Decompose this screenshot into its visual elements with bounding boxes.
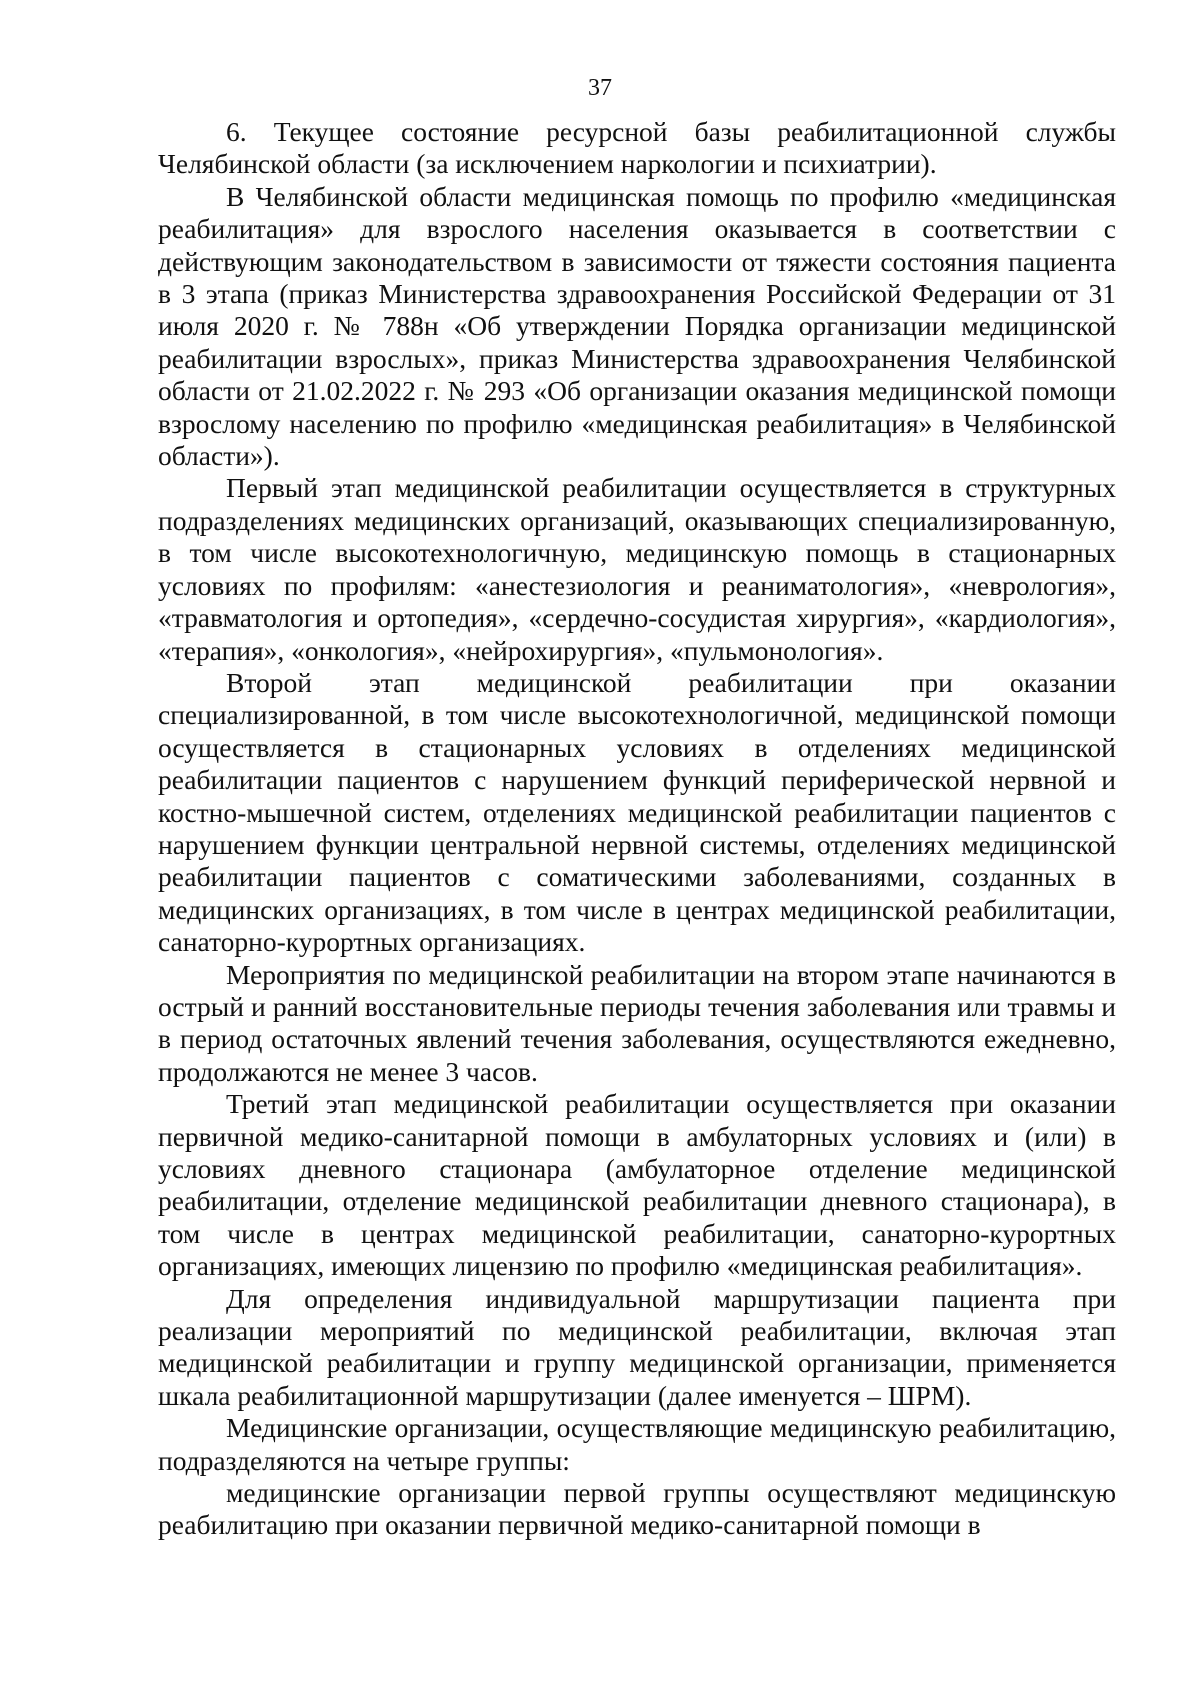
document-body (158, 116, 1116, 1542)
paragraph-routing-scale: Для определения индивидуальной маршрутизации пациента при реализации мероприятий по медицинской реабилитации, включая этап медицинской реабилитации и группу медицинской организации, применяется шкала реабилитационной маршрутизации (далее именуется – ШРМ). (158, 1282, 1116, 1411)
paragraph-overview: В Челябинской области медицинская помощь по профилю «медицинская реабилитация» для взрослого населения оказывается в соответствии с действующим законодательством в зависимости от тяжести состояния пациента в 3 этапа (приказ Министерства здравоохранения Российской Федерации от 31 июля 2020 г. № 788н «Об утверждении Порядка организации медицинской реабилитации взрослых», приказ Министерства здравоохранения Челябинской области от 21.02.2022 г. № 293 «Об организации оказания медицинской помощи взрослому населению по профилю «медицинская реабилитация» в Челябинской области»). (158, 180, 1116, 472)
paragraph-organization-groups: Медицинские организации, осуществляющие медицинскую реабилитацию, подразделяются на четыре группы: (158, 1412, 1116, 1476)
page-number: 37 (588, 75, 612, 101)
paragraph-third-stage: Третий этап медицинской реабилитации осуществляется при оказании первичной медико-санитарной помощи в амбулаторных условиях и (или) в условиях дневного стационара (амбулаторное отделение медицинской реабилитации, отделение медицинской реабилитации дневного стационара), в том числе в центрах медицинской реабилитации, санаторно-курортных организациях, имеющих лицензию по профилю «медицинская реабилитация». (158, 1088, 1116, 1282)
paragraph-second-stage-measures: Мероприятия по медицинской реабилитации на втором этапе начинаются в острый и ранний восстановительные периоды течения заболевания или травмы и в период остаточных явлений течения заболевания, осуществляются ежедневно, продолжаются не менее 3 часов. (158, 958, 1116, 1087)
paragraph-first-stage: Первый этап медицинской реабилитации осуществляется в структурных подразделениях медицинских организаций, оказывающих специализированную, в том числе высокотехнологичную, медицинскую помощь в стационарных условиях по профилям: «анестезиология и реаниматология», «неврология», «травматология и ортопедия», «сердечно-сосудистая хирургия», «кардиология», «терапия», «онкология», «нейрохирургия», «пульмонология». (158, 472, 1116, 666)
paragraph-first-group: медицинские организации первой группы осуществляют медицинскую реабилитацию при оказании первичной медико-санитарной помощи в (158, 1477, 1116, 1541)
paragraph-second-stage: Второй этап медицинской реабилитации при оказании специализированной, в том числе высокотехнологичной, медицинской помощи осуществляется в стационарных условиях в отделениях медицинской реабилитации пациентов с нарушением функций периферической нервной и костно-мышечной систем, отделениях медицинской реабилитации пациентов с нарушением функции центральной нервной системы, отделениях медицинской реабилитации пациентов с соматическими заболеваниями, созданных в медицинских организациях, в том числе в центрах медицинской реабилитации, санаторно-курортных организациях. (158, 666, 1116, 958)
paragraph-section-heading: 6. Текущее состояние ресурсной базы реабилитационной службы Челябинской области (за исключением наркологии и психиатрии). (158, 116, 1116, 180)
